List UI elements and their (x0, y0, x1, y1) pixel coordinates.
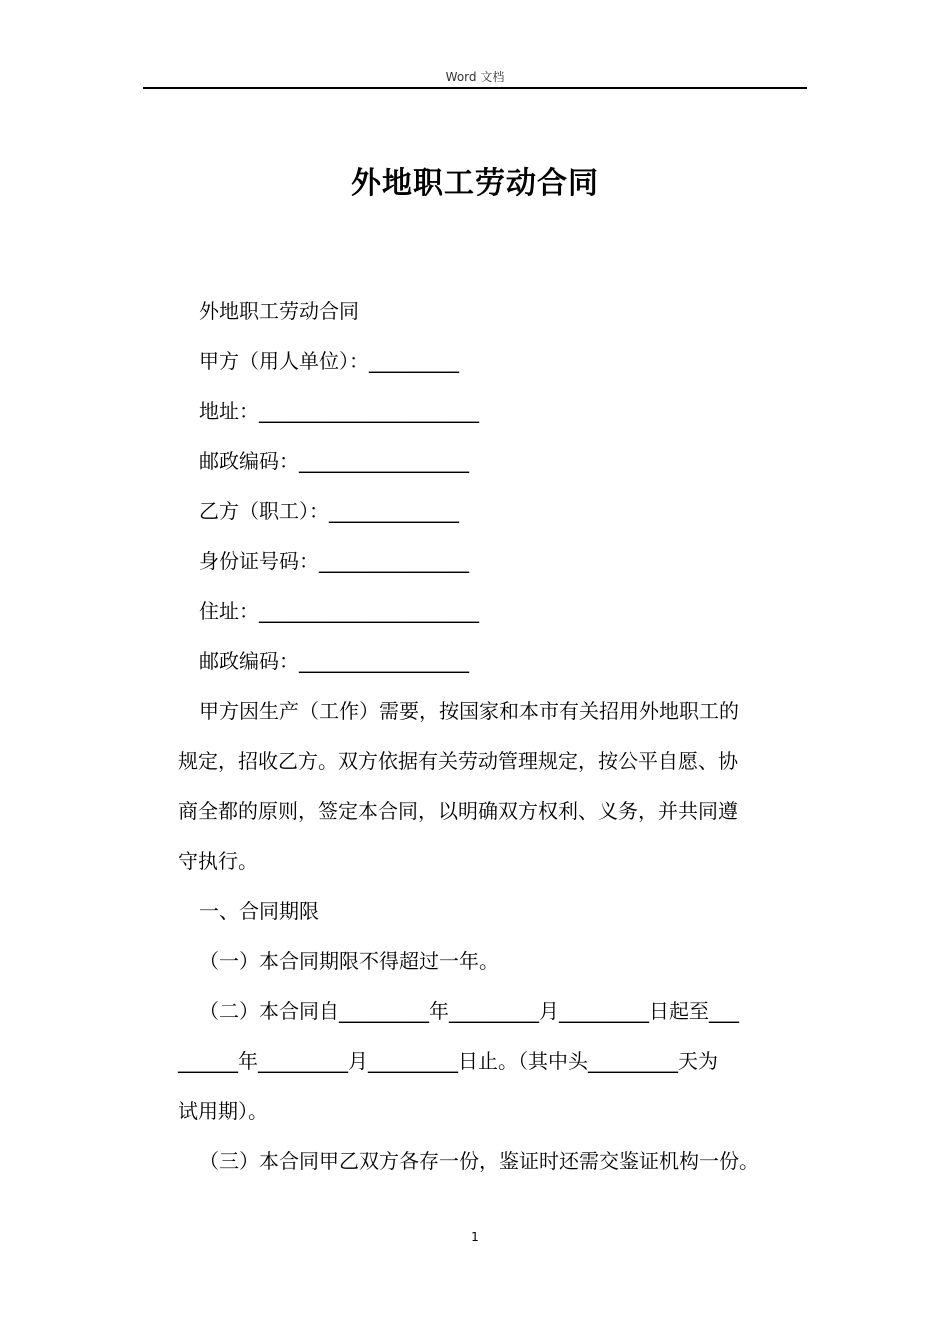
page-number: 1 (471, 1230, 479, 1244)
party-b-id-field: 身份证号码：_______________ (199, 549, 469, 573)
clause-1-1: （一）本合同期限不得超过一年。 (199, 949, 499, 973)
party-b-postcode-field: 邮政编码：_________________ (199, 649, 469, 673)
preamble-line-1: 甲方因生产（工作）需要，按国家和本市有关招用外地职工的 (199, 699, 739, 723)
party-a-address-field: 地址：______________________ (199, 399, 479, 423)
clause-1-3: （三）本合同甲乙双方各存一份，鉴证时还需交鉴证机构一份。 (199, 1149, 759, 1173)
document-title: 外地职工劳动合同 (351, 166, 599, 201)
party-a-postcode-field: 邮政编码：_________________ (199, 449, 469, 473)
preamble-line-4: 守执行。 (178, 849, 258, 873)
document-body (178, 289, 810, 1189)
clause-1-2-line-3: 试用期）。 (178, 1099, 268, 1123)
clause-1-2-line-1: （二）本合同自_________年_________月_________日起至___ (199, 999, 739, 1023)
preamble-line-3: 商全都的原则，签定本合同，以明确双方权利、义务，并共同遵 (178, 799, 738, 823)
party-a-field: 甲方（用人单位）：_________ (199, 349, 459, 373)
party-b-field: 乙方（职工）：_____________ (199, 499, 459, 523)
contract-heading: 外地职工劳动合同 (199, 299, 359, 323)
preamble-line-2: 规定，招收乙方。双方依据有关劳动管理规定，按公平自愿、协 (178, 749, 738, 773)
clause-1-2-line-2: ______年_________月_________日止。（其中头_________天为 (178, 1049, 718, 1073)
party-b-address-field: 住址：______________________ (199, 599, 479, 623)
section-1-heading: 一、合同期限 (199, 899, 319, 923)
header-divider (143, 87, 807, 89)
page-header-label: Word 文档 (445, 70, 505, 84)
